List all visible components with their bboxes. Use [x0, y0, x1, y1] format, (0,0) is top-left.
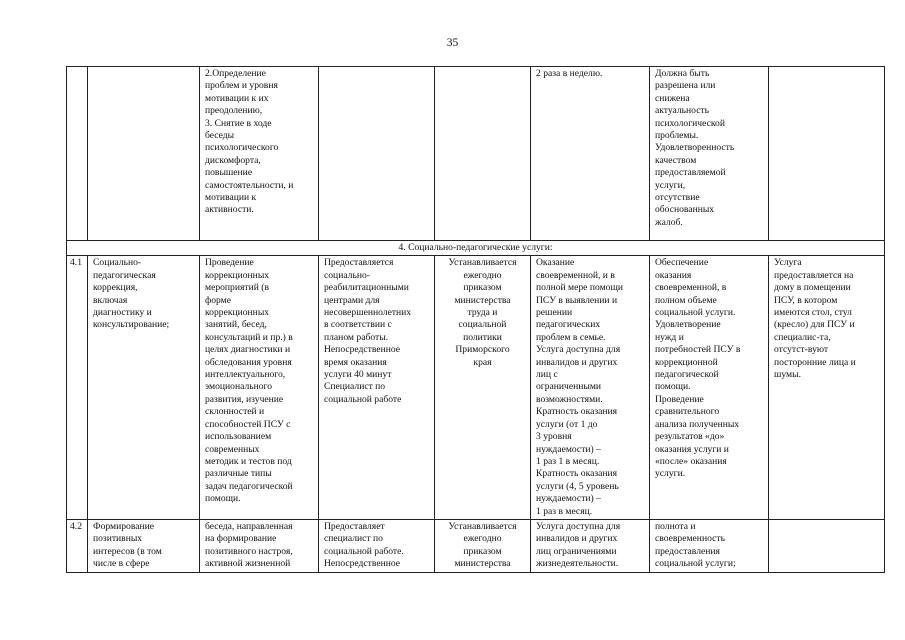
- cell-service-price: Устанавливается ежегодно приказом министерства: [435, 519, 531, 572]
- cell-service-terms: Оказание своевременной, и в полной мере помощи ПСУ в выявлении и решении педагогических проблем в семье. Услуга доступна для инвалидов и других лиц с ограниченными возможностями. Кратность оказания услуги (от 1 до 3 уровня нуждаемости) – 1 раз 1 в месяц. Кратность оказания услуги (4, 5 уровень нуждаемости) – 1 раз в месяц.: [531, 256, 650, 520]
- cell-number: 4.2: [67, 519, 88, 572]
- cell-service-conditions: [769, 67, 885, 241]
- page-number: 35: [446, 37, 459, 49]
- cell-number: 4.1: [67, 256, 88, 520]
- table-row-4-1: [67, 256, 885, 520]
- cell-quality-indicators: Обеспечение оказания своевременной, в полном объеме социальной услуги. Удовлетворение нужд и потребностей ПСУ в коррекционной педагогической помощи. Проведение сравнительного анализа полученных результатов «до» оказания услуги и «после» оказания услуги.: [650, 256, 769, 520]
- cell-service-content: Проведение коррекционных мероприятий (в форме коррекционных занятий, бесед, консультаций и пр.) в целях диагностики и обследования уровня интеллектуального, эмоционального развития, изучение склонностей и способностей ПСУ с использованием современных методик и тестов под различные типы задач педагогической помощи.: [200, 256, 319, 520]
- cell-number: [67, 67, 88, 241]
- cell-service-price: Устанавливается ежегодно приказом министерства труда и социальной политики Приморского края: [435, 256, 531, 520]
- cell-service-content: 2.Определение проблем и уровня мотивации к их преодолению, 3. Снятие в ходе беседы психологического дискомфорта, повышение самостоятельности, и мотивации к активности.: [200, 67, 319, 241]
- cell-service-provision: Предоставляется социально- реабилитационными центрами для несовершеннолетних в соответствии с планом работы. Непосредственное время оказания услуги 40 минут Специалист по социальной работе: [319, 256, 435, 520]
- cell-quality-indicators: полнота и своевременность предоставления социальной услуги;: [650, 519, 769, 572]
- cell-quality-indicators: Должна быть разрешена или снижена актуальность психологической проблемы. Удовлетворенность качеством предоставляемой услуги, отсутствие обоснованных жалоб.: [650, 67, 769, 241]
- cell-service-name: Формирование позитивных интересов (в том числе в сфере: [88, 519, 200, 572]
- cell-service-terms: 2 раза в неделю.: [531, 67, 650, 241]
- cell-service-provision: [319, 67, 435, 241]
- cell-service-content: беседа, направленная на формирование позитивного настроя, активной жизненной: [200, 519, 319, 572]
- table-row-section: [67, 241, 885, 256]
- cell-service-conditions: [769, 519, 885, 572]
- services-table: [66, 66, 885, 573]
- cell-service-conditions: Услуга предоставляется на дому в помещении ПСУ, в котором имеются стол, стул (кресло) для ПСУ и специалис-та, отсутст-вуют посторонние лица и шумы.: [769, 256, 885, 520]
- cell-service-provision: Предоставляет специалист по социальной работе. Непосредственное: [319, 519, 435, 572]
- section-heading: 4. Социально-педагогические услуги:: [67, 241, 885, 256]
- cell-service-terms: Услуга доступна для инвалидов и других лиц ограничениями жизнедеятельности.: [531, 519, 650, 572]
- cell-service-name: Социально- педагогическая коррекция, включая диагностику и консультирование;: [88, 256, 200, 520]
- table-row-4-2: [67, 519, 885, 572]
- table-row-continued: [67, 67, 885, 241]
- cell-service-name: [88, 67, 200, 241]
- cell-service-price: [435, 67, 531, 241]
